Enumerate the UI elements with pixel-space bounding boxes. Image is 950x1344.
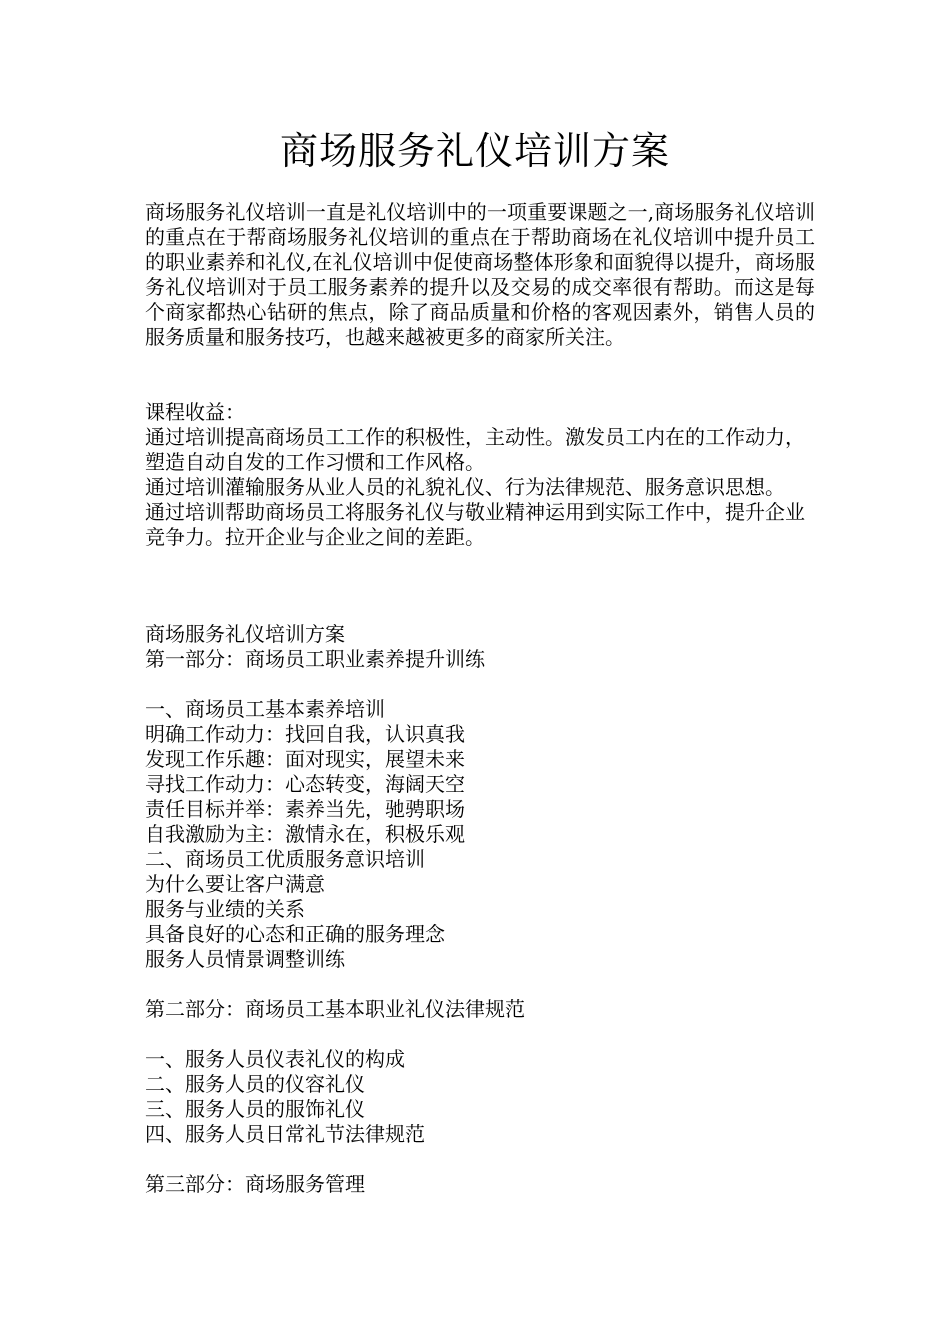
benefit-item: 通过培训灌输服务从业人员的礼貌礼仪、行为法律规范、服务意识思想。: [145, 475, 785, 499]
outline-item: 寻找工作动力：心态转变，海阔天空: [145, 772, 465, 796]
spacer: [145, 1022, 815, 1047]
outline-item: 明确工作动力：找回自我，认识真我: [145, 722, 465, 746]
benefit-item: 通过培训提高商场员工工作的积极性，主动性。激发员工内在的工作动力，塑造自动自发的工作习惯和工作风格。: [145, 425, 805, 474]
outline-item: 自我激励为主：激情永在，积极乐观: [145, 822, 465, 846]
document-title: 商场服务礼仪培训方案: [279, 129, 670, 173]
part2-title: 第二部分：商场员工基本职业礼仪法律规范: [145, 997, 525, 1021]
benefits-heading: 课程收益：: [145, 400, 245, 424]
intro-paragraph: 商场服务礼仪培训一直是礼仪培训中的一项重要课题之一,商场服务礼仪培训的重点在于帮商场服务礼仪培训的重点在于帮助商场在礼仪培训中提升员工的职业素养和礼仪,在礼仪培训中促使商场整体形象和面貌得以提升，商场服务礼仪培训对于员工服务素养的提升以及交易的成交率很有帮助。而这是每个商家都热心钻研的焦点，除了商品质量和价格的客观因素外，销售人员的服务质量和服务技巧，也越来越被更多的商家所关注。: [145, 200, 815, 349]
outline-item: 具备良好的心态和正确的服务理念: [145, 922, 445, 946]
outline-item: 责任目标并举：素养当先，驰骋职场: [145, 797, 465, 821]
part1-section2-title: 二、商场员工优质服务意识培训: [145, 847, 425, 871]
outline-section: [145, 622, 815, 1197]
outline-item: 一、服务人员仪表礼仪的构成: [145, 1047, 405, 1071]
outline-item: 为什么要让客户满意: [145, 872, 325, 896]
outline-heading: 商场服务礼仪培训方案: [145, 622, 345, 646]
part1-title: 第一部分：商场员工职业素养提升训练: [145, 647, 485, 671]
outline-item: 二、服务人员的仪容礼仪: [145, 1072, 365, 1096]
spacer: [145, 672, 815, 697]
part1-section1-title: 一、商场员工基本素养培训: [145, 697, 385, 721]
outline-item: 发现工作乐趣：面对现实，展望未来: [145, 747, 465, 771]
outline-item: 服务与业绩的关系: [145, 897, 305, 921]
outline-item: 四、服务人员日常礼节法律规范: [145, 1122, 425, 1146]
spacer: [145, 1147, 815, 1172]
benefits-section: [145, 400, 815, 550]
spacer: [145, 972, 815, 997]
part3-title: 第三部分：商场服务管理: [145, 1172, 365, 1196]
benefit-item: 通过培训帮助商场员工将服务礼仪与敬业精神运用到实际工作中，提升企业竞争力。拉开企业与企业之间的差距。: [145, 500, 805, 549]
outline-item: 服务人员情景调整训练: [145, 947, 345, 971]
outline-item: 三、服务人员的服饰礼仪: [145, 1097, 365, 1121]
